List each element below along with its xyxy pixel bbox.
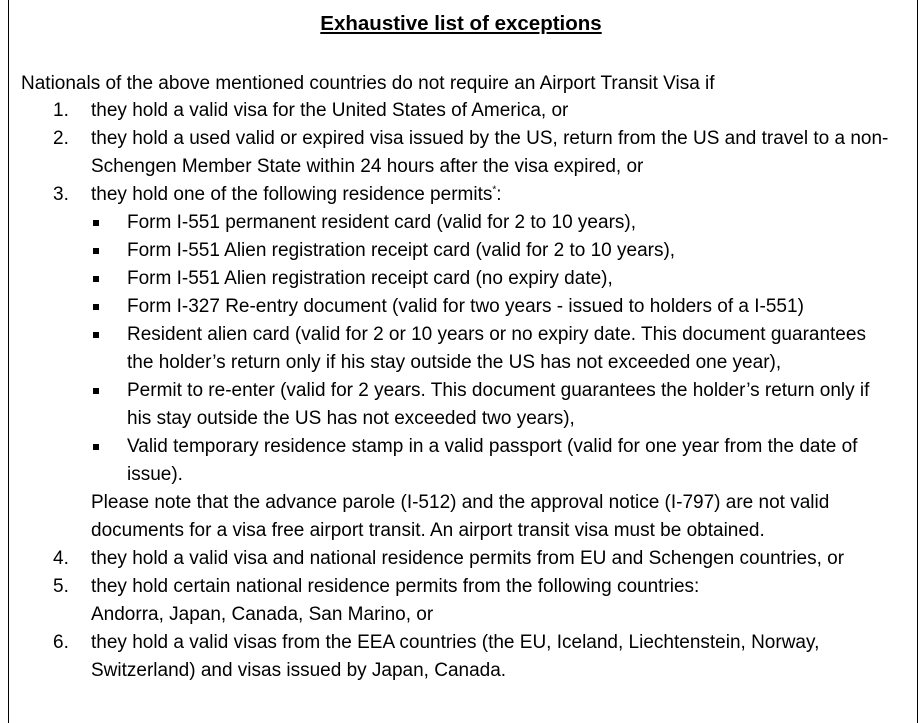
permit-text: Permit to re-enter (valid for 2 years. This document guarantees the holder’s return only if his stay outside the US has not exceeded two years),	[127, 380, 870, 429]
exceptions-list	[0, 97, 891, 685]
permit-item	[91, 293, 897, 321]
permit-item	[91, 321, 897, 377]
list-item	[0, 573, 891, 629]
bullet-icon	[93, 248, 99, 254]
bullet-icon	[93, 388, 99, 394]
bullet-icon	[93, 444, 99, 450]
intro-paragraph: Nationals of the above mentioned countries do not require an Airport Transit Visa if	[21, 73, 715, 94]
permit-text: Form I-327 Re-entry document (valid for two years - issued to holders of a I-551)	[127, 296, 804, 317]
list-item-text: they hold a valid visa and national residence permits from EU and Schengen countries, or	[91, 548, 845, 569]
list-item	[0, 97, 891, 125]
permit-item	[91, 433, 897, 489]
list-item-number: 1.	[53, 100, 69, 121]
permit-text: Valid temporary residence stamp in a valid passport (valid for one year from the date of issue).	[127, 436, 858, 485]
permit-item	[91, 209, 897, 237]
permit-text: Form I-551 Alien registration receipt card (no expiry date),	[127, 268, 613, 289]
bullet-icon	[93, 276, 99, 282]
list-item	[0, 125, 891, 181]
list-item-text: they hold a valid visa for the United States of America, or	[91, 100, 569, 121]
permit-text: Resident alien card (valid for 2 or 10 years or no expiry date. This document guarantees the holder’s return only if his stay outside the US has not exceeded one year),	[127, 324, 866, 373]
residence-permits-list	[91, 209, 891, 489]
list-item-number: 4.	[53, 548, 69, 569]
list-item-text: they hold a used valid or expired visa issued by the US, return from the US and travel to a non-Schengen Member State within 24 hours after the visa expired, or	[91, 128, 889, 177]
permit-text: Form I-551 permanent resident card (valid for 2 to 10 years),	[127, 212, 637, 233]
list-item-text: they hold a valid visas from the EEA countries (the EU, Iceland, Liechtenstein, Norway, Switzerland) and visas issued by Japan, Canada.	[91, 632, 820, 681]
bullet-icon	[93, 304, 99, 310]
list-item	[0, 629, 891, 685]
list-item-number: 5.	[53, 576, 69, 597]
list-item	[0, 545, 891, 573]
bullet-icon	[93, 332, 99, 338]
footnote-mark: *	[492, 184, 497, 196]
permit-item	[91, 265, 897, 293]
permit-item	[91, 377, 897, 433]
advance-parole-note: Please note that the advance parole (I-512) and the approval notice (I-797) are not valid documents for a visa free airport transit. An airport transit visa must be obtained.	[91, 492, 830, 541]
list-item-text: they hold one of the following residence permits	[91, 184, 493, 205]
permit-text: Form I-551 Alien registration receipt card (valid for 2 to 10 years),	[127, 240, 676, 261]
permit-item	[91, 237, 897, 265]
list-item-text: they hold certain national residence permits from the following countries:	[91, 576, 700, 597]
list-item-suffix: :	[496, 184, 502, 205]
countries-list-text: Andorra, Japan, Canada, San Marino, or	[91, 604, 434, 625]
list-item-number: 3.	[53, 184, 69, 205]
page-title: Exhaustive list of exceptions	[320, 12, 602, 35]
bullet-icon	[93, 220, 99, 226]
list-item-number: 6.	[53, 632, 69, 653]
list-item-number: 2.	[53, 128, 69, 149]
list-item	[0, 181, 891, 545]
